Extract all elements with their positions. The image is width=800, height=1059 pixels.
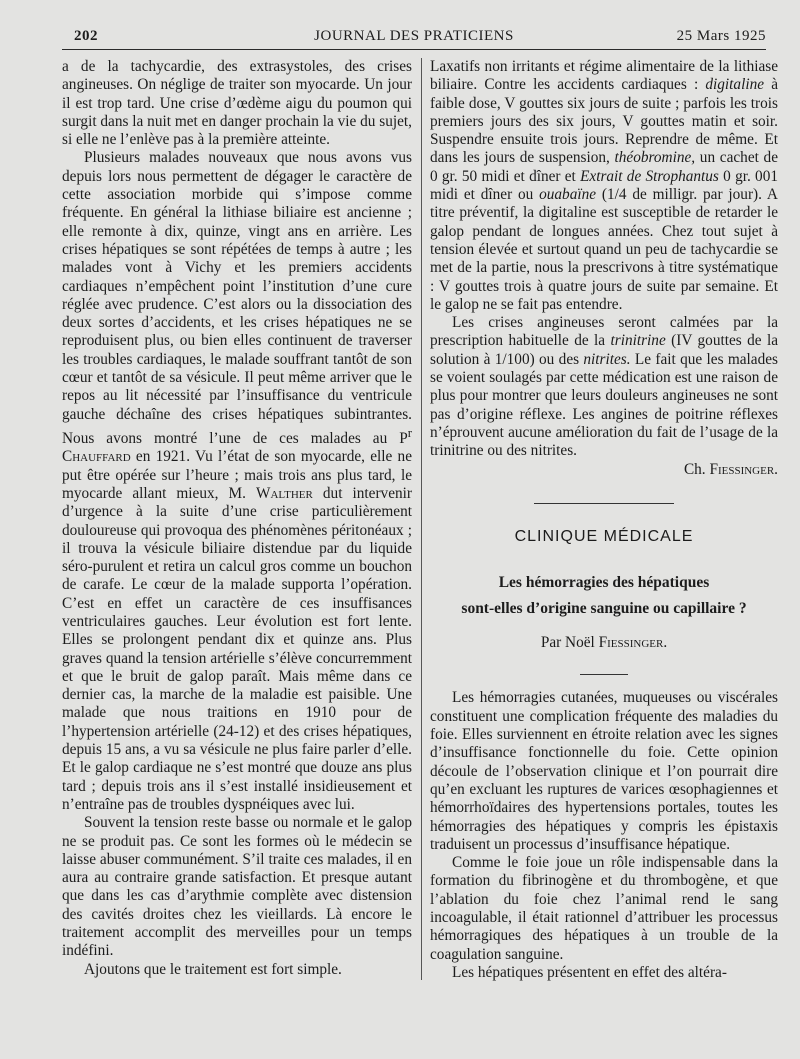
- left-column: [62, 58, 412, 979]
- section-rule: [534, 503, 674, 504]
- byline-name: Fiessinger.: [598, 634, 668, 652]
- article-title: [430, 570, 778, 622]
- article-title-line: sont-elles d’origine sanguine ou capillaire ?: [461, 600, 747, 618]
- right-column: [430, 58, 778, 982]
- paragraph: a de la tachycardie, des extrasystoles, des crises angineuses. On néglige de traiter son myocarde. Un jour il est trop tard. Une crise d’œdème aigu du poumon qui surgit dans la nuit met en danger prochain la vie du sujet, si elle ne l’enlève pas à la première atteinte.: [62, 58, 412, 149]
- paragraph: Les hépatiques présentent en effet des altéra-: [452, 963, 727, 981]
- issue-date: 25 Mars 1925: [676, 28, 766, 44]
- drug-name: trinitrine: [610, 332, 666, 350]
- running-head: [62, 28, 766, 48]
- text-run: (1/4 de milligr. par jour). A titre préventif, la digitaline est susceptible de retarder le galop pendant de longues années. Chez tout sujet à tension élevée et surtout quand un peu de tachycardie se met de la partie, nous la prescrivons à titre systématique : V gouttes trois à quatre jours de suite par semaine. Et le galop ne se fait pas entendre.: [430, 186, 778, 313]
- text-run: dut intervenir d’urgence à la suite d’une crise particulièrement douloureuse qui provoqua des phénomènes péritonéaux ; il trouva la vésicule biliaire distendue par du liquide séro-purulent et retira un calcul gros comme un bouchon de carafe. Le cœur de la malade supporta l’opération. C’est en effet un caractère de ces insuffisances ventriculaires gauches. Leur évolution est fort lente. Elles se prolongent pendant dix et quinze ans. Plus graves quand la tension artérielle s’élève concurremment et que le bruit de galop paraît. Mais même dans ce dernier cas, la marche de la maladie est paisible. Une malade que nous traitions en 1910 pour de l’hypertension artérielle (24-12) et des crises hépatiques, depuis 15 ans, a vu sa vésicule ne plus faire parler d’elle. Et le galop cardiaque ne s’est montré que douze ans plus tard ; depuis trois ans il s’est installé insidieusement et n’entraîne pas de troubles dyspnéiques avec lui.: [62, 484, 412, 813]
- paragraph: Ajoutons que le traitement est fort simple.: [84, 960, 342, 978]
- text-run: en 1921. Vu l’état de son myocarde, elle ne put être opérée sur l’heure ; mais trois ans plus tard, le myocarde allant mieux, M.: [62, 448, 412, 502]
- drug-name: digitaline: [705, 76, 765, 94]
- text-run: Les crises angineuses seront calmées par la prescription habituelle de la: [430, 314, 778, 350]
- section-title: CLINIQUE MÉDICALE: [514, 527, 694, 545]
- paragraph: Les hémorragies cutanées, muqueuses ou viscérales constituent une complication fréquente des maladies du foie. Elles surviennent en étroite relation avec les signes d’insuffisance fonctionnelle du foie. Cette opinion découle de l’observation clinique et l’on pourrait dire qu’en excluant les ruptures de varices œsophagiennes et hémorrhoïdaires des hypertensions portales, toutes les hémorragies des hépatiques y compris les épistaxis traduisent un processus d’insuffisance hépatique.: [430, 689, 778, 853]
- byline-prefix: Par Noël: [540, 634, 599, 652]
- drug-name: ouabaïne: [539, 186, 597, 204]
- article-title-line: Les hémorragies des hépatiques: [498, 574, 710, 592]
- signature-prefix: Ch.: [683, 460, 710, 478]
- text-run: 0 gr. 001 midi et dîner ou: [430, 167, 778, 204]
- signature: [430, 461, 778, 479]
- text-run: (IV gouttes de la solution à 1/100) ou des: [430, 332, 779, 368]
- journal-title: JOURNAL DES PRATICIENS: [314, 28, 514, 44]
- paragraph: Comme le foie joue un rôle indispensable dans la formation du fibrinogène et du thrombogène, et que l’ablation du foie chez l’animal rend le sang incoagulable, il était rationnel d’attribuer les processus hémorragiques des hépatiques à un trouble de la coagulation sanguine.: [430, 854, 778, 963]
- column-divider: [421, 58, 422, 980]
- text-run: à faible dose, V gouttes six jours de suite ; parfois les trois premiers jours des six jours, V gouttes matin et soir. Suspendre ensuite trois jours. Reprendre de même. Et dans les jours de suspension,: [430, 76, 778, 167]
- drug-name: nitrites.: [583, 350, 631, 368]
- superscript: r: [407, 425, 412, 440]
- text-run: un cachet de 0 gr. 50 midi et dîner et: [430, 149, 778, 185]
- paragraph: [430, 314, 778, 460]
- text-run: Laxatifs non irritants et régime alimentaire de la lithiase biliaire. Contre les accidents cardiaques :: [430, 58, 778, 94]
- header-rule: [62, 49, 766, 50]
- drug-name: Extrait de Strophantus: [580, 167, 719, 185]
- paragraph: Souvent la tension reste basse ou normale et le galop ne se produit pas. Ce sont les formes où le médecin se laisse abuser communément. S’il traite ces malades, il en aura au contraire grande satisfaction. Et presque autant que dans les cas d’arythmie complète avec distension des cavités droites chez les vieillards. Là encore le traitement accomplit des merveilles pour un temps indéfini.: [62, 814, 412, 960]
- paragraph: [62, 149, 412, 814]
- text-run: Le fait que les malades se voient soulagés par cette médication est une raison de plus pour montrer que leurs douleurs angineuses ne sont pas d’origine réflexe. Les angines de poitrine réflexes n’éprouvent aucune amélioration du fait de l’usage de la trinitrine ou des nitrites.: [430, 350, 778, 460]
- author-name: Walther: [256, 484, 313, 502]
- byline: [430, 634, 778, 652]
- drug-name: théobromine,: [614, 149, 696, 167]
- author-name: Chauffard: [62, 448, 131, 466]
- paragraph: [430, 58, 778, 314]
- text-run: Plusieurs malades nouveaux que nous avons vus depuis lors nous permettent de dégager le caractère de cette association morbide qui s’impose comme fréquente. En général la lithiase biliaire est ancienne ; elle remonte à dix, quinze, vingt ans en arrière. Les crises hépatiques se sont répétées de temps à autre ; les malades vont à Vichy et les premiers accidents cardiaques n’empêchent point l’institution d’une cure réglée avec prudence. C’est alors ou la dissociation des deux sortes d’accidents, et les crises hépatiques ne se reproduisent plus, ou bien elles continuent de traverser les troubles cardiaques, le malade souffrant tantôt de son cœur et tantôt de sa vésicule. Il peut même arriver que le repos au lit nécessité par l’insuffisance du ventricule gauche déchaîne des crises hépatiques subintrantes. Nous avons montré l’une de ces malades au P: [62, 149, 412, 448]
- page-number: 202: [74, 28, 98, 44]
- byline-rule: [580, 674, 628, 675]
- signature-name: Fiessinger.: [709, 460, 778, 478]
